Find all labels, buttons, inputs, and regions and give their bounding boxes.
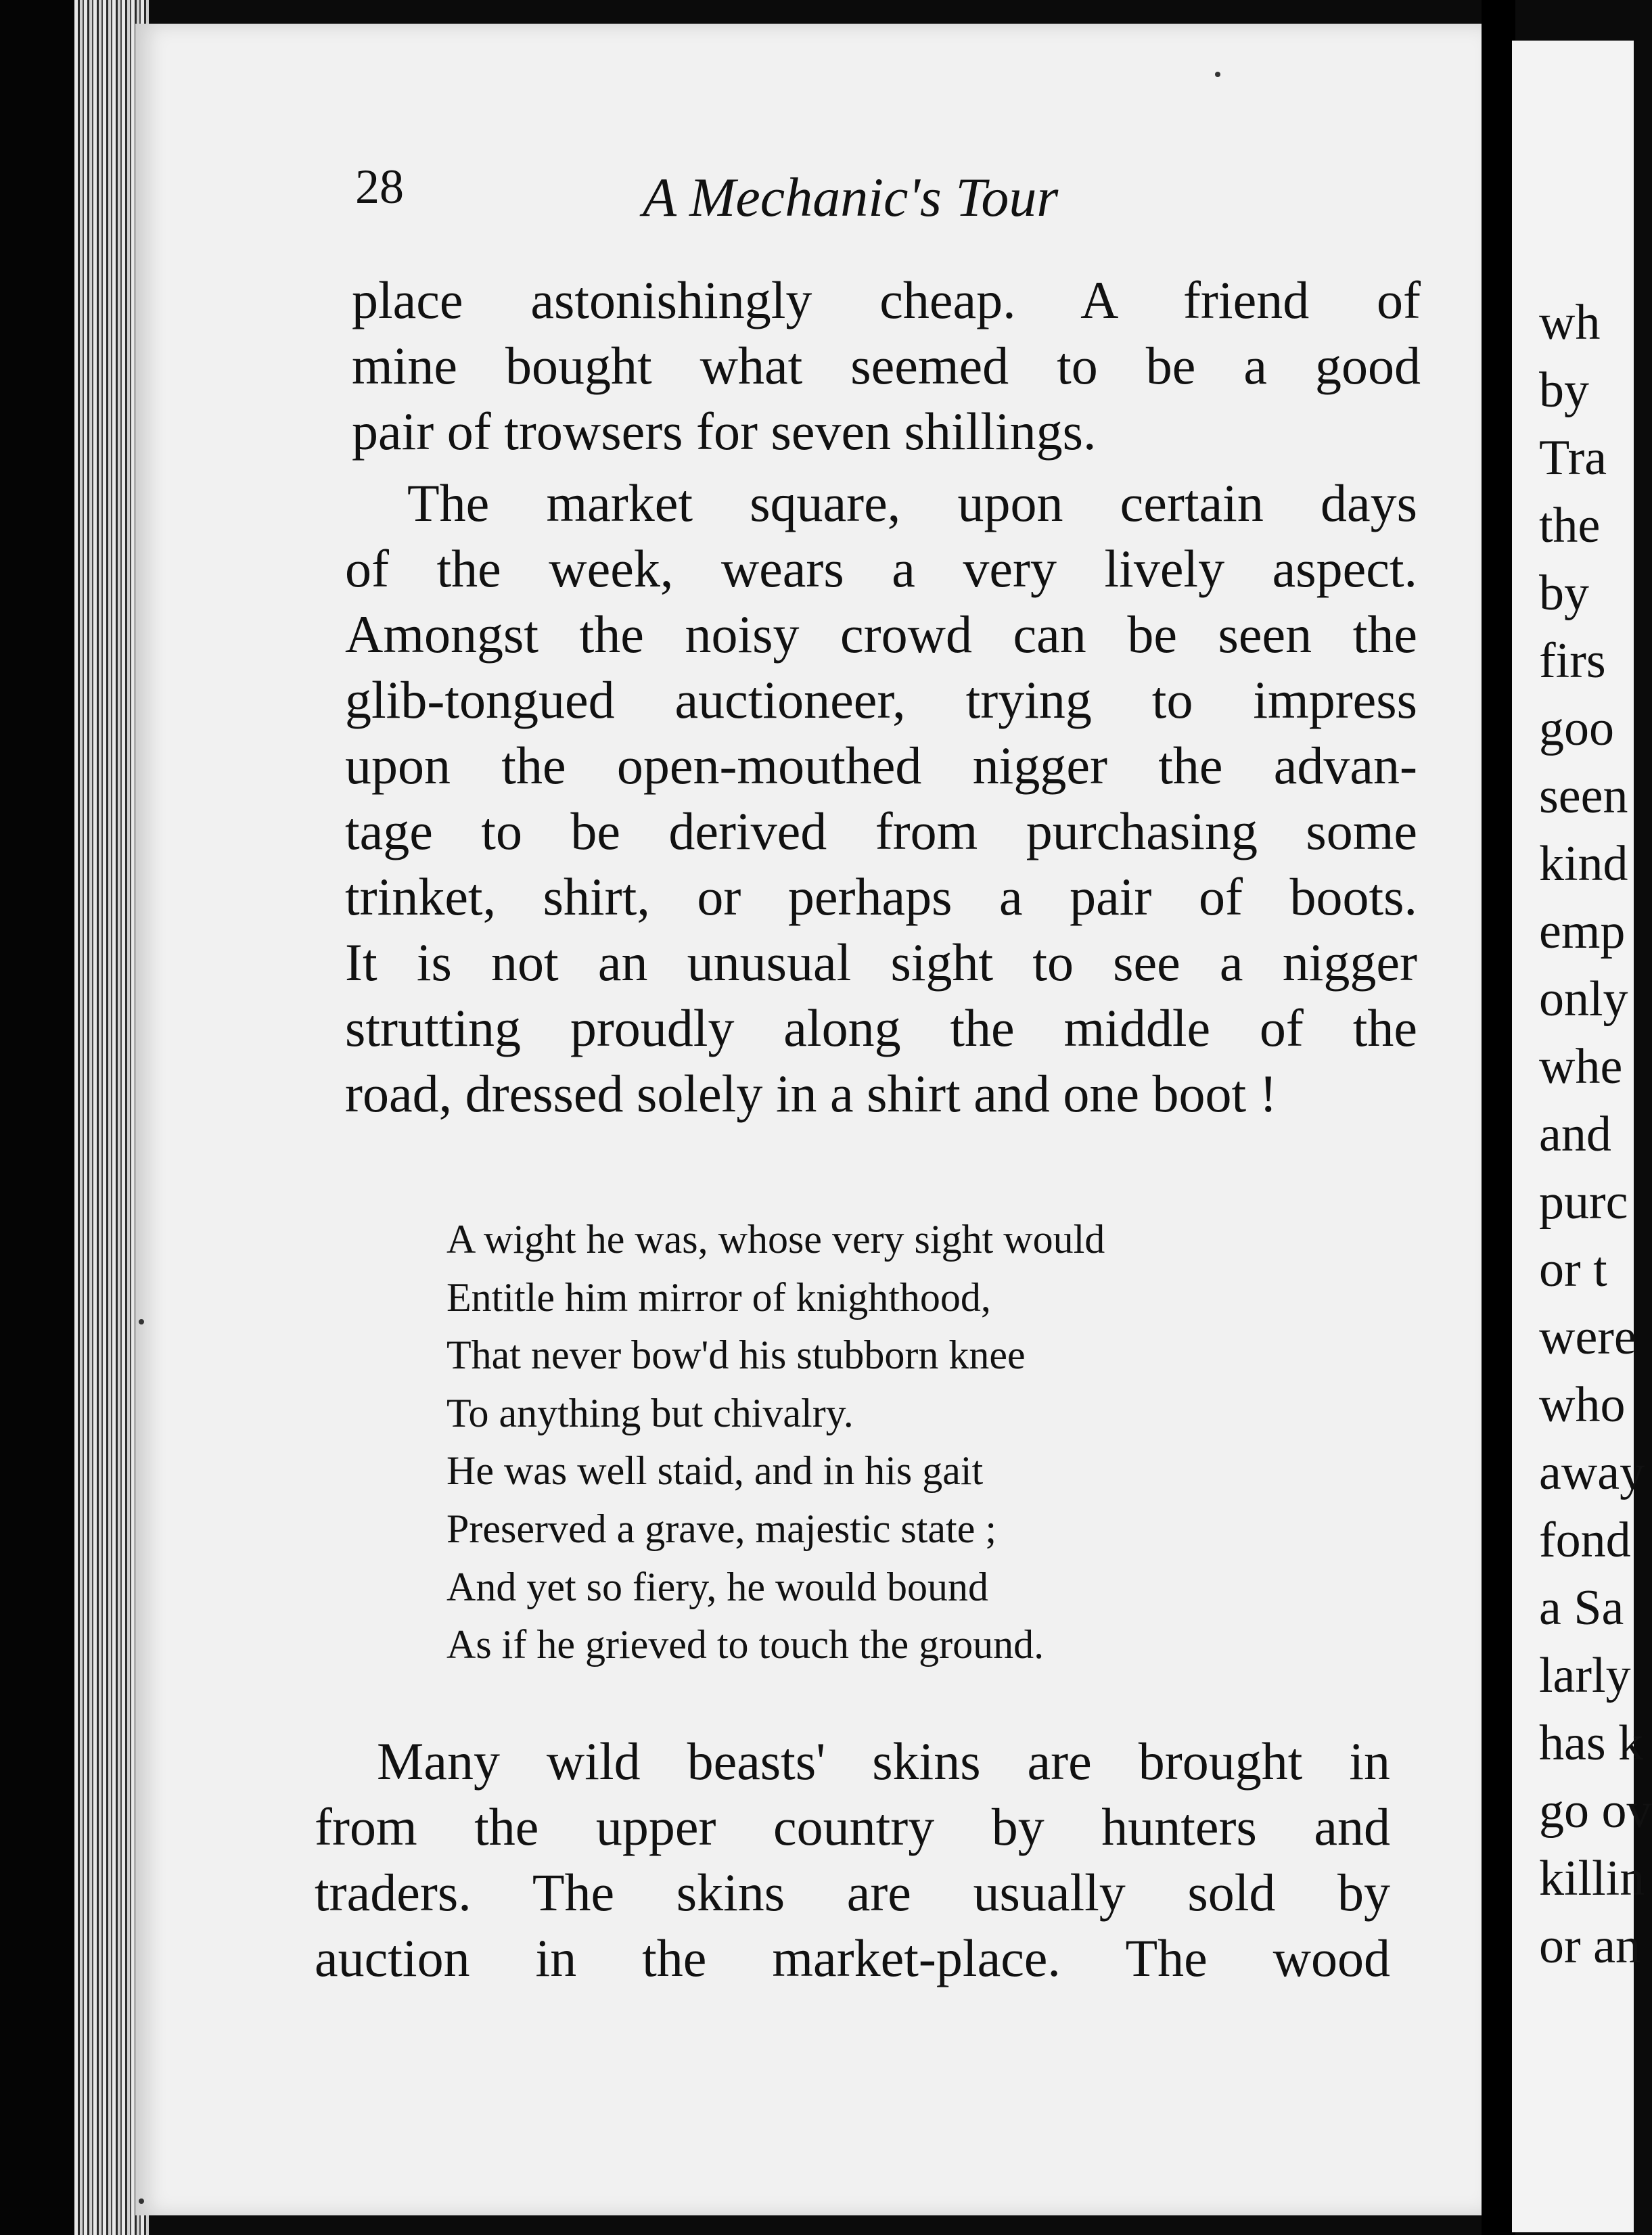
text-line: from the upper country by hunters and bbox=[315, 1797, 1390, 1856]
text-line: traders. The skins are usually sold by bbox=[315, 1863, 1390, 1922]
text-line: The market square, upon certain days bbox=[407, 474, 1417, 532]
text-line: pair of trowsers for seven shillings. bbox=[352, 402, 1097, 461]
book-gutter bbox=[1482, 0, 1515, 2235]
verse-line: Preserved a grave, majestic state ; bbox=[446, 1506, 996, 1551]
facing-page-fragment: has k bbox=[1539, 1715, 1644, 1771]
text-line: It is not an unusual sight to see a nigger bbox=[345, 933, 1417, 992]
verse-block bbox=[446, 1211, 1292, 1674]
text-line: of the week, wears a very lively aspect. bbox=[345, 539, 1417, 598]
print-speck bbox=[1215, 72, 1220, 77]
verse-line: As if he grieved to touch the ground. bbox=[446, 1622, 1045, 1667]
facing-page-fragment: seen bbox=[1539, 768, 1628, 824]
verse-line: To anything but chivalry. bbox=[446, 1390, 854, 1435]
text-line: strutting proudly along the middle of the bbox=[345, 998, 1417, 1057]
facing-page-fragment: larly bbox=[1539, 1648, 1631, 1703]
paragraph-3 bbox=[315, 1728, 1390, 1991]
facing-page-fragment: a Sa bbox=[1539, 1580, 1624, 1636]
page-number: 28 bbox=[355, 160, 404, 214]
paragraph-2 bbox=[345, 470, 1417, 1126]
text-line: tage to be derived from purchasing some bbox=[345, 802, 1417, 860]
facing-page-fragment: or t bbox=[1539, 1242, 1607, 1297]
facing-page-fragment: firs bbox=[1539, 633, 1606, 689]
text-line: mine bought what seemed to be a good bbox=[352, 336, 1421, 395]
text-line: trinket, shirt, or perhaps a pair of boots. bbox=[345, 867, 1417, 926]
verse-line: Entitle him mirror of knighthood, bbox=[446, 1274, 991, 1320]
text-line: auction in the market-place. The wood bbox=[315, 1929, 1390, 1987]
print-speck bbox=[139, 2198, 144, 2204]
facing-page-fragment: goo bbox=[1539, 701, 1614, 756]
verse-line: That never bow'd his stubborn knee bbox=[446, 1333, 1026, 1378]
paragraph-1 bbox=[352, 267, 1421, 464]
facing-page-fragment: wh bbox=[1539, 295, 1601, 350]
facing-page-fragment: and bbox=[1539, 1107, 1611, 1162]
verse-line: He was well staid, and in his gait bbox=[446, 1448, 984, 1494]
page-header bbox=[135, 159, 1482, 233]
facing-page-fragment: whe bbox=[1539, 1039, 1623, 1095]
text-line: place astonishingly cheap. A friend of bbox=[352, 271, 1421, 329]
text-line: Amongst the noisy crowd can be seen the bbox=[345, 605, 1417, 664]
facing-page-fragment: were bbox=[1539, 1310, 1636, 1365]
facing-page-fragment: away bbox=[1539, 1445, 1645, 1500]
facing-page-fragment: only bbox=[1539, 971, 1628, 1027]
facing-page-fragment: fond bbox=[1539, 1513, 1631, 1568]
facing-page-fragment: who bbox=[1539, 1377, 1626, 1433]
facing-page-fragment: killin bbox=[1539, 1851, 1645, 1906]
facing-page-fragment: or an bbox=[1539, 1918, 1640, 1974]
text-line: upon the open-mouthed nigger the advan- bbox=[345, 736, 1417, 795]
verse-line: A wight he was, whose very sight would bbox=[446, 1217, 1105, 1262]
facing-page-fragment: the bbox=[1539, 498, 1601, 553]
facing-page-fragment: go ov bbox=[1539, 1783, 1652, 1839]
print-speck bbox=[139, 1319, 144, 1324]
facing-page-fragment: kind bbox=[1539, 836, 1628, 892]
text-line: glib-tongued auctioneer, trying to impress bbox=[345, 670, 1417, 729]
facing-page-fragment: by bbox=[1539, 363, 1589, 418]
text-line: Many wild beasts' skins are brought in bbox=[377, 1732, 1390, 1791]
facing-page-fragment: Tra bbox=[1539, 430, 1607, 486]
running-title: A Mechanic's Tour bbox=[643, 166, 1059, 228]
facing-page-fragment: by bbox=[1539, 566, 1589, 621]
text-line: road, dressed solely in a shirt and one boot ! bbox=[345, 1064, 1277, 1123]
facing-page-fragment: emp bbox=[1539, 904, 1626, 959]
facing-page-fragment: purc bbox=[1539, 1174, 1628, 1230]
verse-line: And yet so fiery, he would bound bbox=[446, 1564, 988, 1609]
facing-page bbox=[1512, 41, 1652, 2232]
